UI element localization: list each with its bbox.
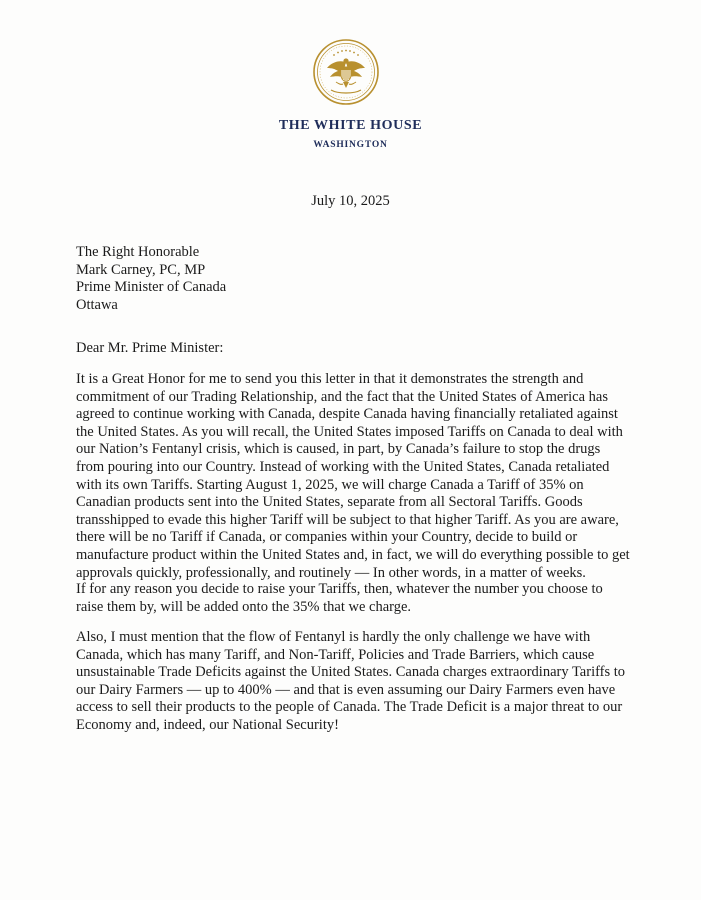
addressee-line: Ottawa xyxy=(76,296,118,313)
addressee-block xyxy=(76,244,226,314)
salutation: Dear Mr. Prime Minister: xyxy=(76,340,224,356)
letterhead-title: THE WHITE HOUSE xyxy=(278,118,423,133)
body-paragraph: It is a Great Honor for me to send you this letter in that it demonstrates the strength and commitment of our Trading Relationship, and the fact that the United States of America has agreed to continue working with Canada, despite Canada having financially retaliated against the United States. As you will recall, the United States imposed Tariffs on Canada to deal with our Nation’s Fentanyl crisis, which is caused, in part, by Canada’s failure to stop the drugs from pouring into our Country. Instead of working with the United States, Canada retaliated with its own Tariffs. Starting August 1, 2025, we will charge Canada a Tariff of 35% on Canadian products sent into the United States, separate from all Sectoral Tariffs. Goods transshipped to evade this higher Tariff will be subject to that higher Tariff. As you are aware, there will be no Tariff if Canada, or companies within your Country, decide to build or manufacture product within the United States and, in fact, we will do everything possible to get approvals quickly, professionally, and routinely — In other words, in a matter of weeks. xyxy=(76,371,630,581)
body-paragraph: Also, I must mention that the flow of Fentanyl is hardly the only challenge we have with Canada, which has many Tariff, and Non-Tariff, Policies and Trade Barriers, which cause unsustainable Trade Deficits against the United States. Canada charges extraordinary Tariffs to our Dairy Farmers — up to 400% — and that is even assuming our Dairy Farmers even have access to sell their products to the people of Canada. The Trade Deficit is a major threat to our Economy and, indeed, our National Security! xyxy=(76,629,626,733)
addressee-line: The Right Honorable xyxy=(76,244,200,260)
letterhead-subtitle: WASHINGTON xyxy=(313,140,388,150)
addressee-line: Prime Minister of Canada xyxy=(76,279,227,295)
addressee-line: Mark Carney, PC, MP xyxy=(76,261,206,278)
letter-date: July 10, 2025 xyxy=(311,193,390,209)
presidential-seal-icon xyxy=(312,38,380,106)
body-paragraph: If for any reason you decide to raise your Tariffs, then, whatever the number you choose to raise them by, will be added onto the 35% that we charge. xyxy=(76,581,603,615)
